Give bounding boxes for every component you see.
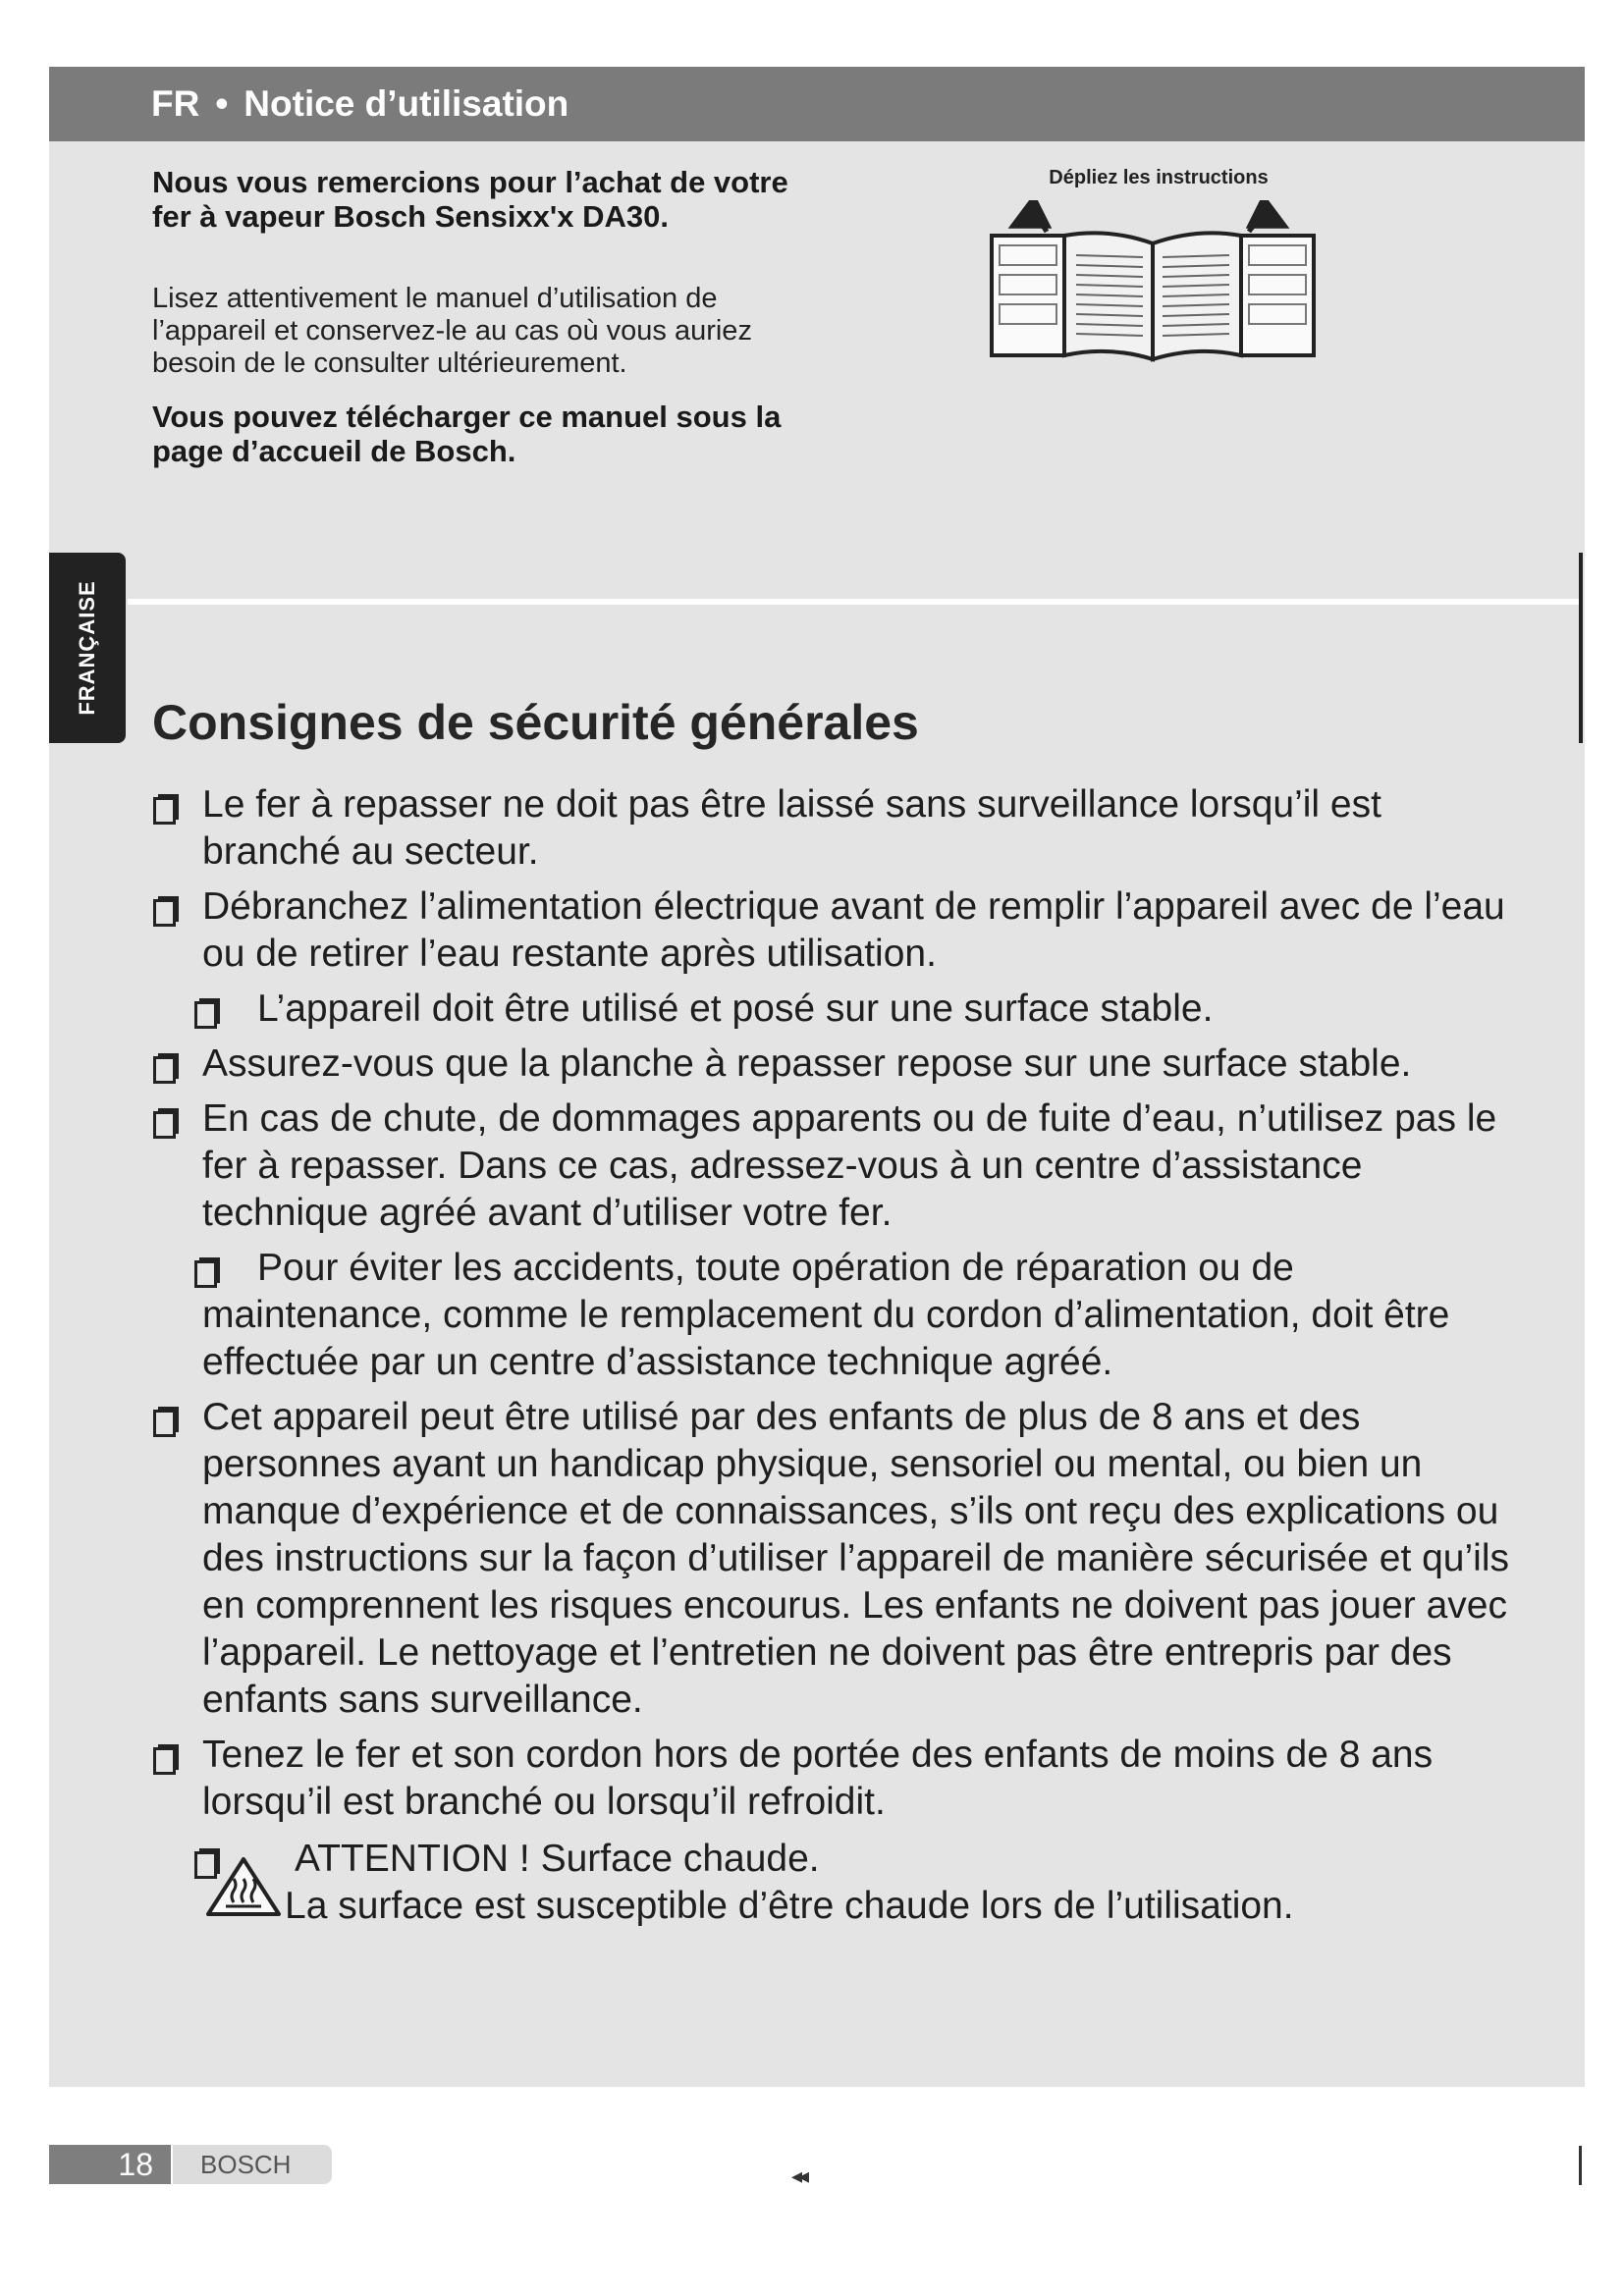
list-item: Assurez-vous que la planche à repasser repose sur une surface stable.	[147, 1041, 1522, 1088]
footer-brand: BOSCH	[173, 2145, 332, 2184]
list-item: Débranchez l’alimentation électrique avant de remplir l’appareil avec de l’eau ou de retirer l’eau restante après utilisation.	[147, 883, 1522, 978]
warning-text: La surface est susceptible d’être chaude lors de l’utilisation.	[285, 1885, 1294, 1927]
header-title: Notice d’utilisation	[244, 83, 569, 124]
warning-title: ATTENTION ! Surface chaude.	[295, 1838, 820, 1880]
list-item: Pour éviter les accidents, toute opération de réparation ou de maintenance, comme le remplacement du cordon d’alimentation, doit être effectuée par un centre d’assistance technique agréé.	[147, 1245, 1522, 1386]
unfold-instructions-label: Dépliez les instructions	[1049, 167, 1269, 188]
header-separator: •	[215, 83, 229, 124]
checkbox-bullet-icon	[153, 797, 176, 825]
checkbox-bullet-icon	[153, 1747, 176, 1775]
hot-surface-warning-icon	[204, 1855, 283, 1930]
checkbox-bullet-icon	[153, 899, 176, 927]
intro-read-carefully: Lisez attentivement le manuel d’utilisation de l’appareil et conservez-le au cas où vous auriez besoin de le consulter ultérieurement.	[152, 283, 752, 379]
unfold-booklet-icon	[986, 200, 1320, 372]
intro-download: Vous pouvez télécharger ce manuel sous la page d’accueil de Bosch.	[152, 400, 782, 468]
language-side-tab	[49, 553, 126, 743]
header-lang-code: FR	[151, 83, 200, 124]
section-divider	[128, 599, 1579, 605]
section-title: Consignes de sécurité générales	[152, 695, 919, 750]
list-item: L’appareil doit être utilisé et posé sur une surface stable.	[147, 986, 1522, 1033]
warning-item	[147, 1836, 1522, 1930]
previous-page-icon[interactable]: ◂◂	[791, 2163, 806, 2188]
checkbox-bullet-icon	[153, 1111, 176, 1139]
list-item: En cas de chute, de dommages apparents ou de fuite d’eau, n’utilisez pas le fer à repasser. Dans ce cas, adressez-vous à un centre d’assistance technique agréé avant d’utiliser votre fer.	[147, 1095, 1522, 1237]
checkbox-bullet-icon	[153, 1410, 176, 1437]
list-item: Le fer à repasser ne doit pas être laissé sans surveillance lorsqu’il est branché au secteur.	[147, 781, 1522, 876]
list-item: Cet appareil peut être utilisé par des enfants de plus de 8 ans et des personnes ayant un handicap physique, sensoriel ou mental, ou bien un manque d’expérience et de connaissances, s’ils ont reçu des explications ou des instructions sur la façon d’utiliser l’appareil de manière sécurisée et qu’ils en comprennent les risques encourus. Les enfants ne doivent pas jouer avec l’appareil. Le nettoyage et l’entretien ne doivent pas être entrepris par des enfants sans surveillance.	[147, 1394, 1522, 1724]
checkbox-bullet-icon	[153, 1056, 176, 1084]
intro-thanks: Nous vous remercions pour l’achat de votre fer à vapeur Bosch Sensixx'x DA30.	[152, 165, 788, 234]
page-number: 18	[49, 2145, 171, 2184]
checkbox-bullet-icon	[194, 1260, 217, 1288]
footer-margin-bar	[1579, 2146, 1582, 2185]
safety-list	[147, 781, 1522, 1938]
right-margin-bar	[1579, 553, 1583, 743]
checkbox-bullet-icon	[194, 1001, 217, 1029]
list-item: Tenez le fer et son cordon hors de portée des enfants de moins de 8 ans lorsqu’il est branché ou lorsqu’il refroidit.	[147, 1732, 1522, 1826]
language-side-tab-label: FRANÇAISE	[75, 580, 99, 716]
page-header	[49, 67, 1585, 141]
